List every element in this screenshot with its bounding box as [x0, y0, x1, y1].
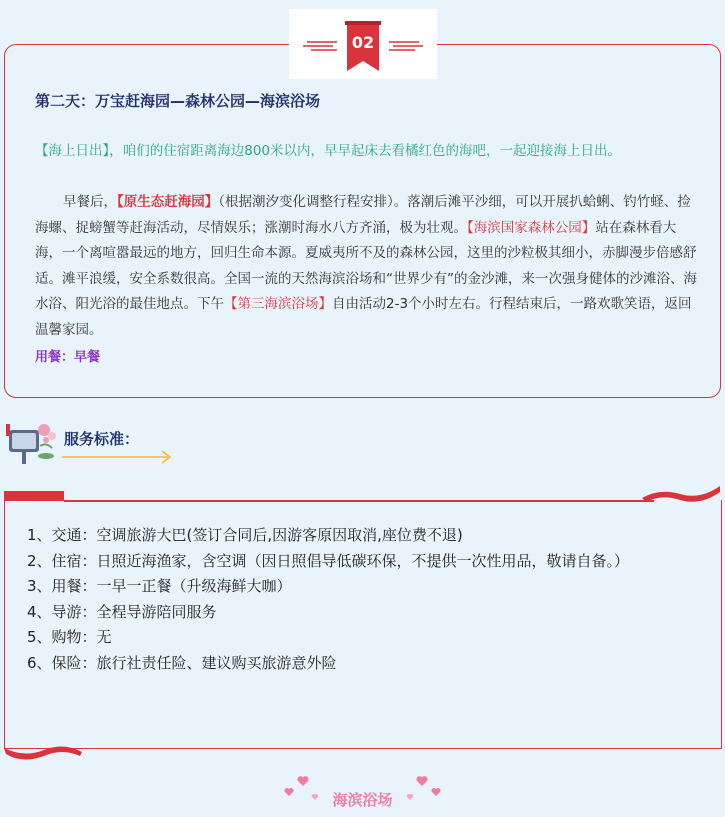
service-item-meals: 3、用餐：一早一正餐（升级海鲜大咖） [27, 577, 292, 596]
itinerary-text-c: 站在森林看大海，一个离喧嚣最远的地方，回归生命本源。夏威夷所不及的森林公园，这里的沙粒极其细小，赤脚漫步倍感舒适。滩平浪缓，安全系数很高。全国一流的天然海滨浴场和“世界少有”的金沙滩，来一次强身健体的沙滩浴、海水浴、阳光浴的最佳地点。下午 [35, 219, 697, 313]
itinerary-text-a: 早餐后， [63, 194, 117, 210]
ribbon-wave-left-icon [2, 740, 84, 762]
decor-lines-left-icon [303, 39, 337, 53]
arrow-right-icon [62, 448, 176, 466]
tag-third-beach: 【第三海滨浴场】 [224, 296, 332, 313]
service-item-transport: 1、交通：空调旅游大巴(签订合同后,因游客原因取消,座位费不退) [27, 526, 463, 544]
day-title: 第二天：万宝赶海园—森林公园—海滨浴场 [35, 92, 321, 110]
sunrise-paragraph [35, 140, 715, 162]
day-number: 02 [351, 33, 375, 52]
itinerary-text-d: 自由活动2-3个小时左右。行程结束后，一路欢歌笑语，返回温馨家园。 [35, 296, 692, 338]
mailbox-flower-icon [6, 416, 58, 466]
service-item-lodging: 2、住宿：日照近海渔家，含空调（因日照倡导低碳环保，不提供一次性用品，敬请自备。） [27, 551, 630, 570]
meal-info: 用餐：早餐 [35, 350, 101, 365]
day-badge [289, 9, 437, 79]
tag-eco-beach: 【原生态赶海园】 [117, 194, 219, 210]
decor-lines-right-icon [389, 39, 423, 53]
tag-forest-park: 【海滨国家森林公园】 [467, 219, 596, 236]
footer-title: 海滨浴场 [332, 791, 393, 809]
service-list [27, 523, 629, 677]
section-header-bar [4, 491, 64, 501]
sunrise-tag: 【海上日出】 [35, 143, 110, 159]
service-item-shopping: 5、购物：无 [27, 628, 112, 647]
service-item-guide: 4、导游：全程导游陪同服务 [27, 602, 217, 621]
sunrise-text: ，咱们的住宿距离海边800米以内，早早起床去看橘红色的海吧，一起迎接海上日出。 [109, 143, 622, 159]
section-header-line [64, 500, 654, 502]
itinerary-paragraph [35, 190, 703, 344]
itinerary-text-b: （根据潮汐变化调整行程安排）。落潮后滩平沙细，可以开展扒蛤蜊、钓竹蛏、捡海螺、捉螃蟹等赶海活动，尽情娱乐；涨潮时海水八方齐涌，极为壮观。 [35, 194, 691, 236]
service-title: 服务标准： [64, 430, 140, 448]
service-item-insurance: 6、保险：旅行社责任险、建议购买旅游意外险 [27, 653, 337, 672]
ribbon-wave-right-icon [640, 482, 722, 504]
